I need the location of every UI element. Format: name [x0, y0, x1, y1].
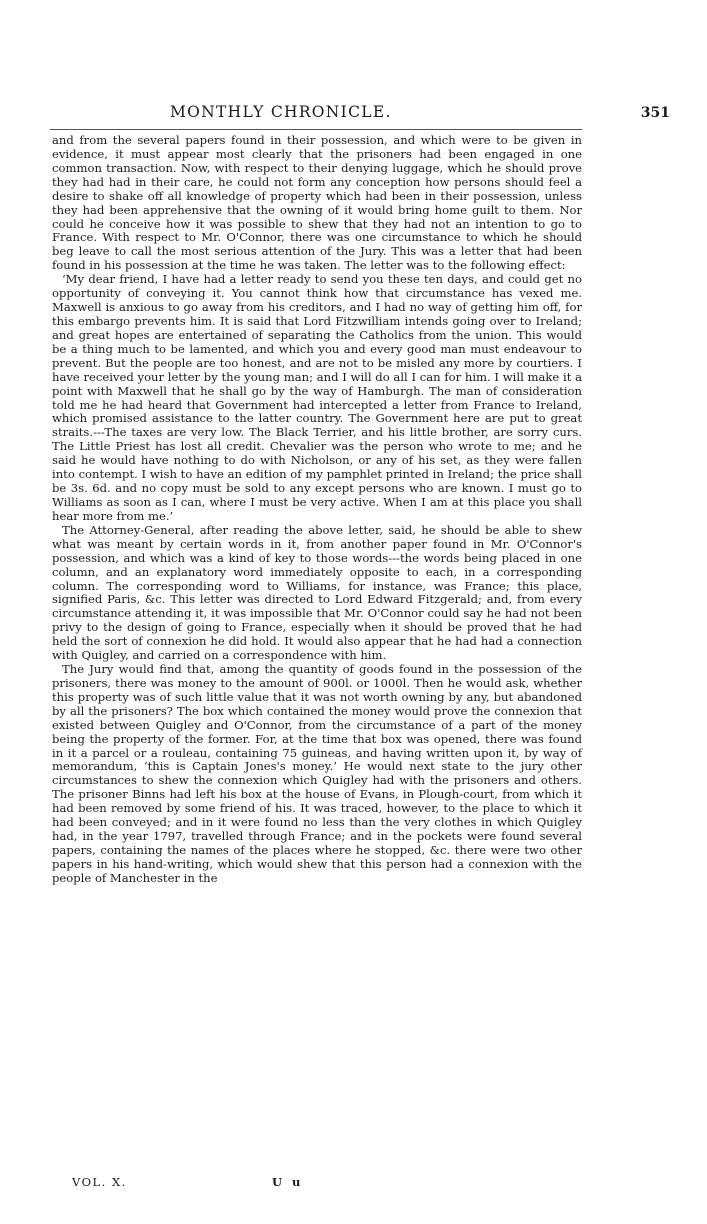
volume-label: VOL. X.: [72, 1175, 127, 1189]
signature-mark: U u: [272, 1175, 304, 1189]
paragraph-prosecution-argument: and from the several papers found in their possession, and which were to be given in evidence, it must appear most clearly that the prisoners had been engaged in one common transaction. Now, with respect to their denying luggage, which he should prove they had had in their care, he could not form any conception how persons should feel a desire to shake off all knowledge of property which had been in their possession, unless they had been apprehensive that the owning of it would bring home guilt to them. Nor could he conceive how it was possible to shew that they had not an intention to go to France. With respect to Mr. O'Connor, there was one circumstance to which he should beg leave to call the most serious attention of the Jury. This was a letter that had been found in his possession at the time he was taken. The letter was to the following effect:: [52, 133, 582, 273]
page-number: 351: [640, 105, 670, 121]
page-header: [170, 103, 670, 125]
body-text: [52, 134, 582, 886]
header-rule: [50, 129, 582, 130]
paragraph-oconnor-letter: ‘My dear friend, I have had a letter ready to send you these ten days, and could get no opportunity of conveying it. You cannot think how that circumstance has vexed me. Maxwell is anxious to go away from his creditors, and I had no way of getting him off, for this embargo prevents him. It is said that Lord Fitzwilliam intends going over to Ireland; and great hopes are entertained of separating the Catholics from the union. This would be a thing much to be lamented, and which you and every good man must endeavour to prevent. But the people are too honest, and are not to be misled any more by courtiers. I have received your letter by the young man; and I will do all I can for him. I will make it a point with Maxwell that he shall go by the way of Hamburgh. The man of consideration told me he had heard that Government had intercepted a letter from France to Ireland, which promised assistance to the latter country. The Government here are put to great straits.---The taxes are very low. The Black Terrier, and his little brother, are sorry curs. The Little Priest has lost all credit. Chevalier was the person who wrote to me; and he said he would have nothing to do with Nicholson, or any of his set, as they were fallen into contempt. I wish to have an edition of my pamphlet printed in Ireland; the price shall be 3s. 6d. and no copy must be sold to any except persons who are known. I must go to Williams as soon as I can, where I must be very active. When I am at this place you shall hear more from me.’: [52, 272, 582, 523]
paragraph-attorney-general: The Attorney-General, after reading the above letter, said, he should be able to shew what was meant by certain words in it, from another paper found in Mr. O'Connor's possession, and which was a kind of key to those words---the words being placed in one column, and an explanatory word immediately opposite to each, in a corresponding column. The corresponding word to Williams, for instance, was France; this place, signified Paris, &c. This letter was directed to Lord Edward Fitzgerald; and, from every circumstance attending it, it was impossible that Mr. O'Connor could say he had not been privy to the design of going to France, especially when it should be proved that he had held the sort of connexion he did hold. It would also appear that he had had a connection with Quigley, and carried on a correspondence with him.: [52, 522, 582, 663]
running-title: MONTHLY CHRONICLE.: [170, 103, 392, 121]
paragraph-jury-money: The Jury would find that, among the quantity of goods found in the possession of the prisoners, there was money to the amount of 900l. or 1000l. Then he would ask, whether this property was of such little value that it was not worth owning by any, but abandoned by all the prisoners? The box which contained the money would prove the connexion that existed between Quigley and O'Connor, from the circumstance of a part of the money being the property of the former. For, at the time that box was opened, there was found in it a parcel or a rouleau, containing 75 guineas, and having written upon it, by way of memorandum, ‘this is Captain Jones's money.’ He would next state to the jury other circumstances to shew the connexion which Quigley had with the prisoners and others. The prisoner Binns had left his box at the house of Evans, in Plough-court, from which it had been removed by some friend of his. It was traced, however, to the place to which it had been conveyed; and in it were found no less than the very clothes in which Quigley had, in the year 1797, travelled through France; and in the pockets were found several papers, containing the names of the places where he stopped, &c. there were two other papers in his hand-writing, which would shew that this person had a connexion with the people of Manchester in the: [52, 662, 582, 885]
page-footer: [72, 1175, 332, 1193]
